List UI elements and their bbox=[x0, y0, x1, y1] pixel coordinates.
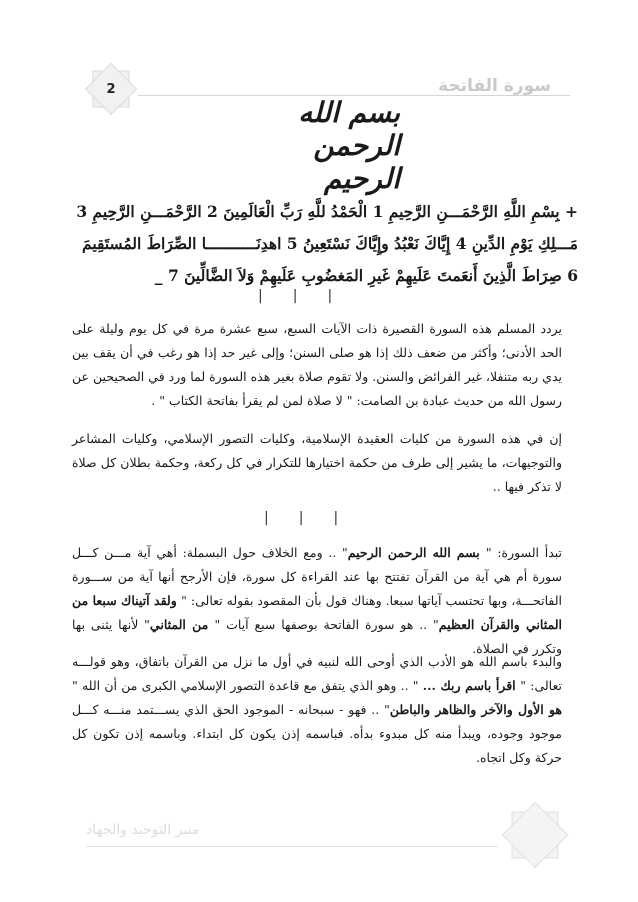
quote-basmala: بسم الله الرحمن الرحيم bbox=[347, 545, 486, 560]
quote-mathani: من المثاني bbox=[149, 617, 215, 632]
paragraph-creed-essentials: إن في هذه السورة من كليات العقيدة الإسلامية، وكليات التصور الإسلامي، وكليات المشاعر والتوجيهات، ما يشير إلى طرف من حكمة اختيارها للتكرار في كل ركعة، وحكمة بطلان كل صلاة لا تذكر فيها .. bbox=[72, 431, 562, 494]
text-run: " .. وهو الذي يتفق مع قاعدة التصور الإسلامي الكبرى من أن الله " bbox=[72, 678, 423, 693]
text-run: والبدء باسم الله هو الأدب الذي أوحى الله لنبيه في أول ما نزل من القرآن باتفاق، وهو قولـــه تعالى: " bbox=[72, 654, 562, 693]
basmala-calligraphy: بسم الله الرحمن الرحيم bbox=[298, 95, 400, 195]
footer-divider bbox=[86, 846, 498, 847]
surah-title: سورة الفاتحة bbox=[438, 76, 551, 96]
footer-star-icon bbox=[498, 798, 572, 872]
text-run: " .. هو سورة الفاتحة بوصفها سبع آيات " bbox=[214, 617, 439, 632]
separator-bar: | bbox=[333, 510, 339, 526]
paragraph-basmala-discussion bbox=[72, 541, 562, 661]
separator-bar: | bbox=[264, 510, 269, 526]
separator-bar: | bbox=[292, 288, 298, 304]
quote-seven-mathani: ولقد آتيناك سبعا من المثاني والقرآن العظيم bbox=[72, 593, 563, 632]
paragraph-daily-recitation: يردد المسلم هذه السورة القصيرة ذات الآيات السبع، سبع عشرة مرة في كل يوم وليلة على الحد الأدنى؛ وأكثر من ضعف ذلك إذا هو صلى السنن؛ وإلى غير حد إذا هو رغب في أن يقف بين يدي ربه متنفلا، غير الفرائض والسنن. ولا تقوم صلاة بغير هذه السورة لما ورد في الصحيحين عن رسول الله من حديث عبادة بن الصامت: " لا صلاة لمن لم يقرأ بفاتحة الكتاب " . bbox=[72, 321, 562, 408]
text-run: " .. ومع الخلاف حول البسملة: أهي آية مـــن كـــل سورة أم هي آية من القرآن تفتتح بها عند القراءة كل سورة، فإن الأرجح أنها آية من ســـورة الفاتحـــة، وبها تحتسب آياتها سبعا. وهناك قول بأن المقصود بقوله تعالى: " bbox=[72, 545, 562, 608]
separator-bar: | bbox=[258, 288, 263, 304]
page-number: 2 bbox=[106, 81, 116, 97]
quote-iqra: اقرأ باسم ربك ... bbox=[422, 678, 521, 693]
quote-first-last: هو الأول والآخر والظاهر والباطن bbox=[389, 702, 562, 717]
text-run: " .. فهو - سبحانه - الموجود الحق الذي يســـتمد منـــه كـــل موجود وجوده، ويبدأ منه كل مبدوء بدأه. فباسمه إذن يكون كل ابتداء. وباسمه إذن تكون كل حركة وكل اتجاه. bbox=[72, 702, 562, 765]
quran-verses: + بِسْمِ اللَّهِ الرَّحْمَـــنِ الرَّحِيمِ 1 الْحَمْدُ للَّهِ رَبِّ الْعَالَمِينَ 2 الرَّحْمَـــنِ الرَّحِيمِ 3 مَـــلِكِ يَوْمِ الدِّينِ 4 إِيَّاكَ نَعْبُدُ وإِيَّاكَ نَسْتَعِينُ 5 اهدِنَـــــــــــا الصِّرَاطَ المُستَقِيمَ 6 صِرَاطَ الَّذِينَ أَنعَمتَ عَلَيهِمْ غَيرِ المَغضُوبِ عَلَيهِمْ وَلاَ الضَّالِّينَ 7 _ bbox=[76, 202, 578, 285]
text-run: " لأنها يثنى بها وتكرر في الصلاة. bbox=[72, 617, 562, 656]
section-separator bbox=[258, 288, 332, 304]
separator-bar: | bbox=[298, 510, 304, 526]
text-run: تبدأ السورة: " bbox=[485, 545, 563, 560]
section-separator bbox=[264, 510, 338, 526]
separator-bar: | bbox=[327, 288, 333, 304]
footer-watermark: منبر التوحيد والجهاد bbox=[86, 822, 200, 838]
paragraph-beginning-with-name bbox=[72, 650, 562, 770]
